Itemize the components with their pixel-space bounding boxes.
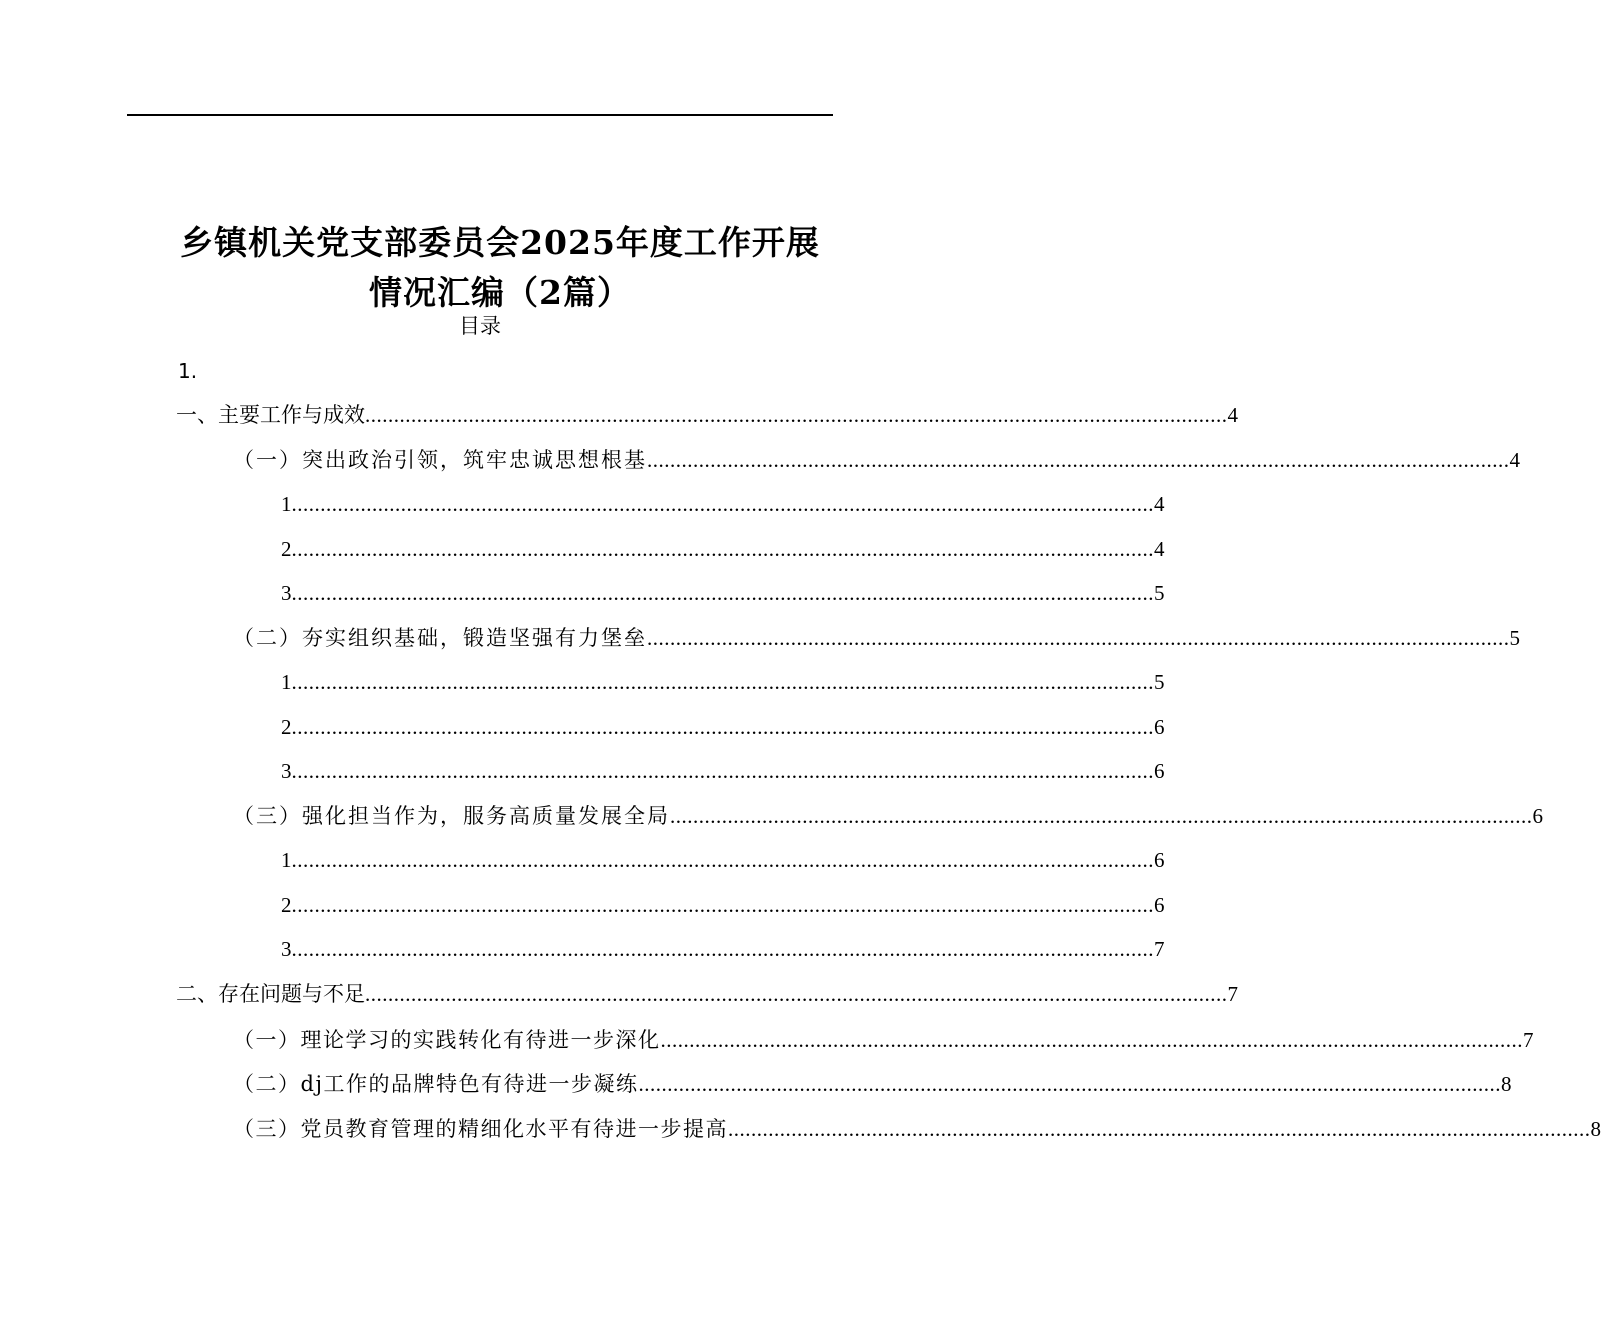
toc-page-number: 6 [1154,759,1165,783]
toc-entry-text: （一）突出政治引领，筑牢忠诚思想根基 [233,448,647,472]
toc-entry-subsection[interactable] [233,1068,1513,1100]
toc-page-number: 6 [1532,804,1545,828]
toc-leader-dots: ...................................................................................................................................................... [647,626,1510,650]
toc-page-number: 6 [1154,715,1165,739]
toc-entry-text: （一）理论学习的实践转化有待进一步深化 [233,1028,661,1052]
toc-entry-text: （三）强化担当作为，服务高质量发展全局 [233,804,670,828]
toc-entry-text: 3 [281,937,292,961]
toc-leader-dots: ...................................................................................................................................................... [291,848,1154,872]
toc-entry-text: （三）党员教育管理的精细化水平有待进一步提高 [233,1117,728,1141]
toc-page-number: 4 [1509,448,1522,472]
toc-entry-item[interactable] [281,844,1165,876]
toc-entry-item[interactable] [281,711,1165,743]
toc-leader-dots: ...................................................................................................................................................... [291,893,1154,917]
toc-entry-item[interactable] [281,666,1165,698]
toc-leader-dots: ...................................................................................................................................................... [291,492,1154,516]
toc-entry-section-1[interactable] [176,399,1238,431]
toc-entry-text: 2 [281,893,292,917]
toc-leader-dots: ...................................................................................................................................................... [365,403,1228,427]
toc-page-number: 5 [1154,581,1165,605]
toc-leader-dots: ...................................................................................................................................................... [660,1028,1523,1052]
toc-page-number: 6 [1154,893,1165,917]
toc-page-number: 7 [1154,937,1165,961]
toc-entry-text: （二）dj工作的品牌特色有待进一步凝练 [233,1072,639,1096]
toc-page-number: 8 [1590,1117,1603,1141]
toc-leader-dots: ...................................................................................................................................................... [291,715,1154,739]
toc-label: 1. [178,359,198,383]
toc-page-number: 5 [1509,626,1522,650]
toc-entry-text: 1 [281,670,292,694]
toc-entry-text: 一、主要工作与成效 [176,403,365,427]
toc-entry-item[interactable] [281,889,1165,921]
toc-entry-subsection[interactable] [233,444,1522,476]
document-title-line-1: 乡镇机关党支部委员会2025年度工作开展 [180,223,820,262]
toc-entry-item[interactable] [281,577,1165,609]
toc-leader-dots: ...................................................................................................................................................... [291,759,1154,783]
toc-entry-item[interactable] [281,755,1165,787]
toc-page-number: 7 [1227,982,1238,1006]
toc-entry-text: 1 [281,492,292,516]
toc-leader-dots: ...................................................................................................................................................... [670,804,1533,828]
document-title-line-2: 情况汇编（2篇） [369,273,631,312]
toc-leader-dots: ...................................................................................................................................................... [638,1072,1501,1096]
toc-leader-dots: ...................................................................................................................................................... [365,982,1228,1006]
toc-heading: 目录 [459,314,501,338]
toc-entry-text: 二、存在问题与不足 [176,982,365,1006]
toc-page-number: 4 [1154,492,1165,516]
toc-leader-dots: ...................................................................................................................................................... [291,581,1154,605]
toc-page-number: 6 [1154,848,1165,872]
toc-entry-subsection[interactable] [233,800,1545,832]
toc-entry-subsection[interactable] [233,1113,1603,1145]
toc-entry-item[interactable] [281,933,1165,965]
toc-page-number: 7 [1523,1028,1535,1052]
toc-entry-text: 1 [281,848,292,872]
toc-entry-subsection[interactable] [233,1024,1535,1056]
toc-entry-item[interactable] [281,488,1165,520]
toc-page-number: 4 [1154,537,1165,561]
toc-leader-dots: ...................................................................................................................................................... [647,448,1510,472]
toc-leader-dots: ...................................................................................................................................................... [291,670,1154,694]
toc-leader-dots: ...................................................................................................................................................... [291,937,1154,961]
toc-page-number: 5 [1154,670,1165,694]
toc-entry-text: 3 [281,581,292,605]
toc-entry-section-2[interactable] [176,978,1238,1010]
toc-entry-text: （二）夯实组织基础，锻造坚强有力堡垒 [233,626,647,650]
toc-entry-text: 2 [281,715,292,739]
toc-leader-dots: ...................................................................................................................................................... [291,537,1154,561]
toc-entry-text: 3 [281,759,292,783]
toc-page-number: 4 [1227,403,1238,427]
toc-leader-dots: ...................................................................................................................................................... [728,1117,1591,1141]
toc-page-number: 8 [1500,1072,1513,1096]
toc-entry-text: 2 [281,537,292,561]
toc-entry-subsection[interactable] [233,622,1522,654]
toc-entry-item[interactable] [281,533,1165,565]
